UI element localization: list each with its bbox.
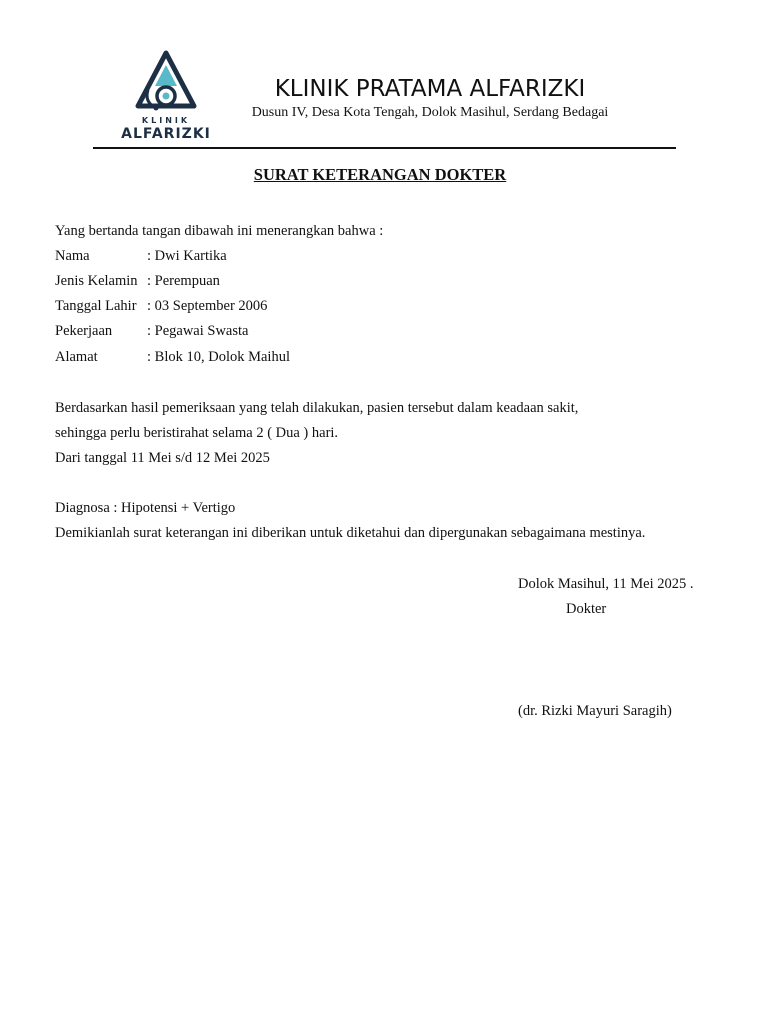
patient-label: Tanggal Lahir <box>55 298 137 314</box>
clinic-name: KLINIK PRATAMA ALFARIZKI <box>274 76 586 102</box>
statement-line-2: sehingga perlu beristirahat selama 2 ( Dua ) hari. <box>55 425 339 441</box>
patient-value: : Pegawai Swasta <box>147 323 249 339</box>
patient-row-pekerjaan <box>55 323 249 340</box>
patient-row-jenis-kelamin <box>55 273 220 290</box>
clinic-address: Dusun IV, Desa Kota Tengah, Dolok Masihul, Serdang Bedagai <box>251 105 609 120</box>
logo-mark-icon <box>134 50 198 116</box>
patient-label: Pekerjaan <box>55 323 113 339</box>
patient-value: : Dwi Kartika <box>147 248 227 264</box>
logo-text-klinik: KLINIK <box>141 116 191 125</box>
patient-value: : Blok 10, Dolok Maihul <box>147 349 290 365</box>
logo-text-alfarizki: ALFARIZKI <box>121 126 211 142</box>
intro-text: Yang bertanda tangan dibawah ini menerangkan bahwa : <box>55 223 384 239</box>
signature-name: (dr. Rizki Mayuri Saragih) <box>518 703 672 719</box>
closing-text: Demikianlah surat keterangan ini diberikan untuk diketahui dan dipergunakan sebagaimana mestinya. <box>55 525 646 541</box>
signature-role: Dokter <box>566 601 607 617</box>
patient-label: Nama <box>55 248 90 264</box>
patient-row-nama <box>55 248 227 265</box>
patient-label: Alamat <box>55 349 98 365</box>
document-title: SURAT KETERANGAN DOKTER <box>253 165 507 184</box>
patient-label: Jenis Kelamin <box>55 273 138 289</box>
clinic-logo <box>114 50 218 142</box>
signature-place-date: Dolok Masihul, 11 Mei 2025 . <box>518 576 694 592</box>
patient-value: : Perempuan <box>147 273 220 289</box>
patient-row-alamat <box>55 349 290 366</box>
patient-value: : 03 September 2006 <box>147 298 268 314</box>
statement-line-3: Dari tanggal 11 Mei s/d 12 Mei 2025 <box>55 450 270 466</box>
patient-row-tanggal-lahir <box>55 298 268 315</box>
statement-line-1: Berdasarkan hasil pemeriksaan yang telah dilakukan, pasien tersebut dalam keadaan sakit, <box>55 400 579 416</box>
diagnosis-text: Diagnosa : Hipotensi + Vertigo <box>55 500 236 516</box>
header-divider <box>93 147 676 149</box>
